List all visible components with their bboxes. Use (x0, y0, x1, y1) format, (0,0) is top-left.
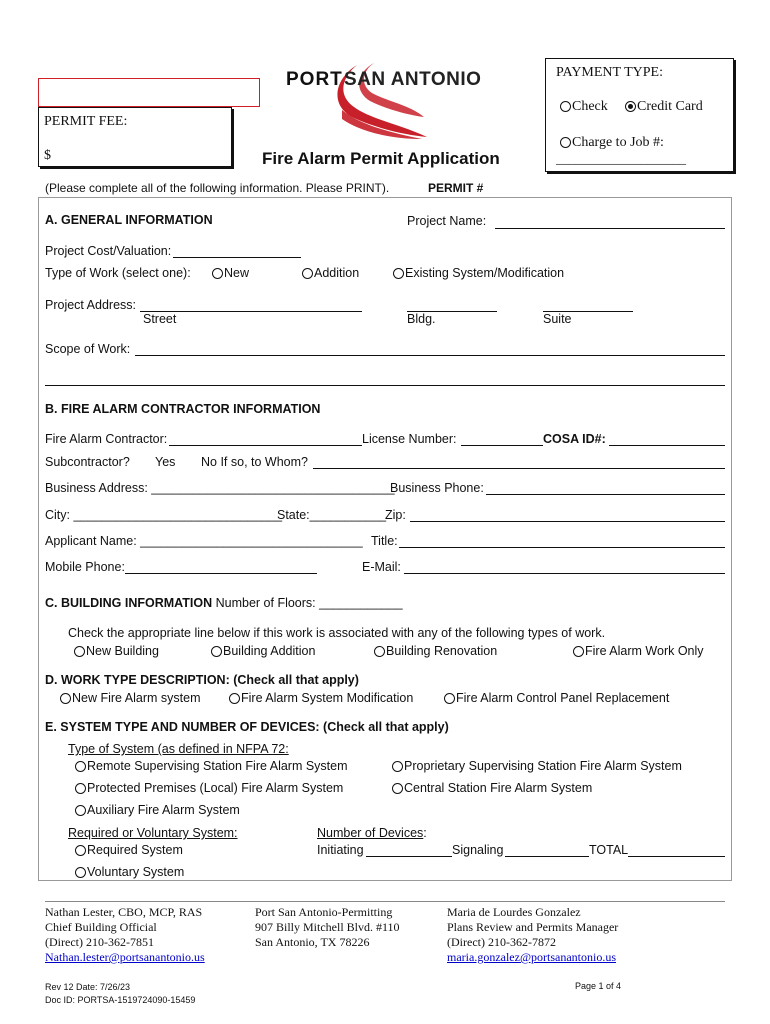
remote-radio[interactable] (75, 761, 86, 772)
project-name-label: Project Name: (407, 214, 487, 228)
panel-replacement-option[interactable] (444, 691, 669, 705)
footer-col-2 (255, 905, 400, 950)
page-number: Page 1 of 4 (575, 981, 622, 991)
required-option[interactable] (75, 843, 183, 857)
city-label[interactable]: City: ______________________________ (45, 508, 283, 522)
doc-info (45, 981, 195, 1007)
charge-job-line[interactable]: ____________________ (556, 151, 686, 166)
cosa-id-label: COSA ID#: (543, 432, 606, 446)
auxiliary-option[interactable] (75, 803, 240, 817)
dollar-sign: $ (44, 148, 51, 163)
building-addition-option[interactable] (211, 644, 315, 658)
type-addition-label: Addition (314, 266, 360, 280)
section-a-heading: A. GENERAL INFORMATION (45, 213, 213, 227)
required-label: Required System (87, 843, 183, 857)
modification-label: Fire Alarm System Modification (241, 691, 414, 705)
voluntary-option[interactable] (75, 865, 184, 879)
check-option[interactable] (560, 99, 608, 115)
signaling-label: Signaling (452, 843, 504, 857)
check-label: Check (572, 99, 608, 114)
section-c-heading: C. BUILDING INFORMATION (45, 596, 213, 610)
proprietary-label: Proprietary Supervising Station Fire Alarm System (404, 759, 682, 773)
number-of-devices-label: Number of Devices (317, 826, 424, 840)
fire-alarm-only-radio[interactable] (573, 646, 584, 657)
zip-label: Zip: (385, 508, 406, 522)
floors-label[interactable]: Number of Floors: ____________ (215, 596, 403, 610)
type-of-work-label: Type of Work (select one): (45, 266, 191, 280)
permit-fee-label: PERMIT FEE: (44, 114, 128, 129)
auxiliary-radio[interactable] (75, 805, 86, 816)
logo-text-port: PORT (286, 69, 343, 90)
subcontractor-label: Subcontractor? (45, 455, 130, 469)
building-addition-radio[interactable] (211, 646, 222, 657)
central-option[interactable] (392, 781, 592, 795)
title-label: Title: (371, 534, 398, 548)
fire-alarm-only-label: Fire Alarm Work Only (585, 644, 704, 658)
permit-number-label: PERMIT # (428, 181, 484, 195)
required-radio[interactable] (75, 845, 86, 856)
footer-col-3 (447, 905, 618, 965)
protected-option[interactable] (75, 781, 343, 795)
type-existing-radio[interactable] (393, 268, 404, 279)
project-cost-label: Project Cost/Valuation: (45, 244, 172, 258)
contractor-label: Fire Alarm Contractor: (45, 432, 168, 446)
new-fire-alarm-radio[interactable] (60, 693, 71, 704)
modification-radio[interactable] (229, 693, 240, 704)
email-label: E-Mail: (362, 560, 401, 574)
proprietary-radio[interactable] (392, 761, 403, 772)
check-appropriate-text: Check the appropriate line below if this work is associated with any of the following types of work. (68, 626, 606, 640)
zip-field[interactable] (410, 521, 725, 522)
footer-col2-line: 907 Billy Mitchell Blvd. #110 (255, 920, 400, 934)
suite-label: Suite (543, 312, 572, 326)
signaling-field[interactable] (505, 856, 589, 857)
license-field[interactable] (461, 445, 543, 446)
central-radio[interactable] (392, 783, 403, 794)
payment-type-box (545, 58, 734, 172)
type-existing-label: Existing System/Modification (405, 266, 565, 280)
sub-whom-field[interactable] (313, 468, 725, 469)
section-d-heading: D. WORK TYPE DESCRIPTION: (Check all that apply) (45, 673, 359, 687)
footer-col2-line: San Antonio, TX 78226 (255, 935, 370, 949)
footer-col1-line: Chief Building Official (45, 920, 157, 934)
section-e-heading: E. SYSTEM TYPE AND NUMBER OF DEVICES: (Check all that apply) (45, 720, 449, 734)
scope-of-work-field[interactable] (135, 355, 725, 356)
initiating-field[interactable] (366, 856, 452, 857)
email-field[interactable] (404, 573, 725, 574)
revision-date: Rev 12 Date: 7/26/23 (45, 982, 131, 992)
credit-card-label: Credit Card (637, 99, 703, 114)
building-renovation-radio[interactable] (374, 646, 385, 657)
footer-col2-line: Port San Antonio-Permitting (255, 905, 393, 919)
initiating-label: Initiating (317, 843, 364, 857)
bldg-label: Bldg. (407, 312, 436, 326)
type-new-radio[interactable] (212, 268, 223, 279)
required-voluntary-label: Required or Voluntary System: (68, 826, 238, 840)
footer-divider (45, 901, 725, 902)
footer-email-link[interactable]: maria.gonzalez@portsanantonio.us (447, 950, 616, 964)
street-label: Street (143, 312, 177, 326)
scope-of-work-label: Scope of Work: (45, 342, 131, 356)
footer-col3-line: Maria de Lourdes Gonzalez (447, 905, 581, 919)
new-fire-alarm-label: New Fire Alarm system (72, 691, 201, 705)
contractor-field[interactable] (169, 445, 362, 446)
protected-radio[interactable] (75, 783, 86, 794)
red-input-box[interactable] (38, 78, 260, 107)
mobile-phone-label: Mobile Phone: (45, 560, 125, 574)
business-phone-field[interactable] (486, 494, 725, 495)
payment-type-label: PAYMENT TYPE: (556, 65, 663, 80)
project-cost-field[interactable] (173, 257, 301, 258)
footer-col-1 (45, 905, 205, 965)
credit-card-option[interactable] (625, 99, 703, 115)
new-building-option[interactable] (74, 644, 159, 658)
business-phone-label: Business Phone: (390, 481, 484, 495)
state-label[interactable]: State:___________ (277, 508, 387, 522)
building-renovation-option[interactable] (374, 644, 497, 658)
type-of-system-label: Type of System (as defined in NFPA 72: (68, 742, 289, 756)
voluntary-label: Voluntary System (87, 865, 185, 879)
proprietary-option[interactable] (392, 759, 682, 773)
credit-card-radio[interactable] (625, 101, 636, 112)
panel-replacement-label: Fire Alarm Control Panel Replacement (456, 691, 670, 705)
cosa-id-field[interactable] (609, 445, 725, 446)
remote-option[interactable] (75, 759, 348, 773)
voluntary-radio[interactable] (75, 867, 86, 878)
license-label: License Number: (362, 432, 457, 446)
type-new-option[interactable] (212, 266, 249, 280)
panel-replacement-radio[interactable] (444, 693, 455, 704)
project-address-label: Project Address: (45, 298, 137, 312)
type-addition-radio[interactable] (302, 268, 313, 279)
new-building-radio[interactable] (74, 646, 85, 657)
page-title: Fire Alarm Permit Application (262, 149, 500, 168)
type-new-label: New (224, 266, 250, 280)
type-addition-option[interactable] (302, 266, 359, 280)
sub-yes-option[interactable]: Yes (155, 455, 176, 469)
doc-id: Doc ID: PORTSA-1519724090-15459 (45, 995, 196, 1005)
new-fire-alarm-option[interactable] (60, 691, 201, 705)
number-of-devices-colon: : (423, 826, 427, 840)
check-radio[interactable] (560, 101, 571, 112)
charge-label: Charge to Job #: (572, 135, 664, 150)
fire-alarm-only-option[interactable] (573, 644, 704, 658)
sub-no-option[interactable]: No If so, to Whom? (201, 455, 308, 469)
total-label: TOTAL (589, 843, 629, 857)
building-addition-label: Building Addition (223, 644, 316, 658)
port-san-antonio-logo (282, 55, 482, 145)
total-field[interactable] (628, 856, 725, 857)
business-address-label[interactable]: Business Address: ___________________________________ (45, 481, 395, 495)
auxiliary-label: Auxiliary Fire Alarm System (87, 803, 240, 817)
new-building-label: New Building (86, 644, 159, 658)
charge-option[interactable] (560, 135, 664, 151)
footer-col3-line: (Direct) 210-362-7872 (447, 935, 556, 949)
applicant-name-label[interactable]: Applicant Name: ________________________________ (45, 534, 363, 548)
footer-col1-line: Nathan Lester, CBO, MCP, RAS (45, 905, 203, 919)
section-b-heading: B. FIRE ALARM CONTRACTOR INFORMATION (45, 402, 321, 416)
project-name-field[interactable] (495, 228, 725, 229)
permit-fee-box (38, 107, 232, 167)
footer-col1-line: (Direct) 210-362-7851 (45, 935, 154, 949)
modification-option[interactable] (229, 691, 413, 705)
title-field[interactable] (399, 547, 725, 548)
protected-label: Protected Premises (Local) Fire Alarm System (87, 781, 344, 795)
building-renovation-label: Building Renovation (386, 644, 498, 658)
scope-of-work-field-2[interactable] (45, 385, 725, 386)
instructions: (Please complete all of the following information. Please PRINT). (45, 181, 390, 195)
central-label: Central Station Fire Alarm System (404, 781, 593, 795)
logo-text-san-antonio: SAN ANTONIO (344, 69, 482, 90)
footer-email-link[interactable]: Nathan.lester@portsanantonio.us (45, 950, 205, 964)
remote-label: Remote Supervising Station Fire Alarm System (87, 759, 348, 773)
type-existing-option[interactable] (393, 266, 564, 280)
footer-col3-line: Plans Review and Permits Manager (447, 920, 619, 934)
mobile-phone-field[interactable] (125, 573, 317, 574)
charge-radio[interactable] (560, 137, 571, 148)
